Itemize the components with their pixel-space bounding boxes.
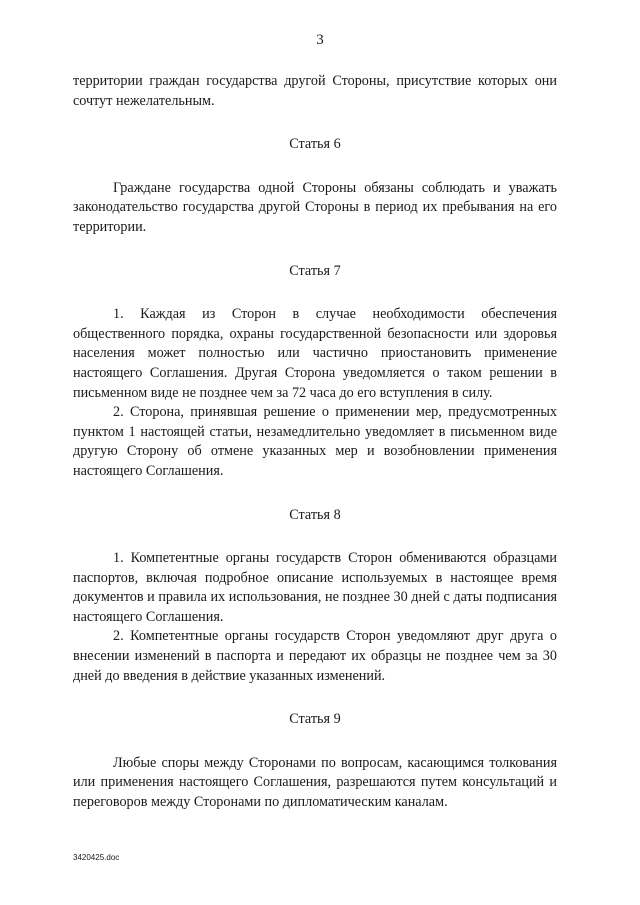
article-paragraph: Граждане государства одной Стороны обязаны соблюдать и уважать законодательство государства другой Стороны в период их пребывания на его территории. bbox=[73, 179, 557, 235]
article-paragraph: 1. Каждая из Сторон в случае необходимости обеспечения общественного порядка, охраны государственной безопасности или здоровья населения может полностью или частично приостановить применение настоящего Соглашения. Другая Сторона уведомляется о таком решении в письменном виде не позднее чем за 72 часа до его вступления в силу. bbox=[73, 306, 557, 401]
file-name-footer: 3420425.doc bbox=[73, 853, 120, 862]
intro-paragraph: территории граждан государства другой Стороны, присутствие которых они сочтут нежелательным. bbox=[73, 73, 557, 109]
article-heading: Статья 8 bbox=[289, 506, 341, 523]
article-heading: Статья 9 bbox=[289, 711, 341, 728]
article-paragraph: 2. Компетентные органы государств Сторон уведомляют друг друга о внесении изменений в паспорта и передают их образцы не позднее чем за 30 дней до введения в действие указанных изменений. bbox=[73, 628, 557, 684]
article-6 bbox=[73, 135, 557, 237]
article-paragraph: 1. Компетентные органы государств Сторон обмениваются образцами паспортов, включая подробное описание используемых в настоящее время документов и правила их использования, не позднее 30 дней с даты подписания настоящего Соглашения. bbox=[73, 550, 557, 625]
article-9 bbox=[73, 710, 557, 812]
document-body bbox=[73, 72, 557, 813]
article-7 bbox=[73, 262, 557, 482]
article-paragraph: Любые споры между Сторонами по вопросам, касающимся толкования или применения настоящего Соглашения, разрешаются путем консультаций и переговоров между Сторонами по дипломатическим каналам. bbox=[73, 754, 557, 811]
article-heading: Статья 6 bbox=[289, 136, 341, 153]
article-paragraph: 2. Сторона, принявшая решение о применении мер, предусмотренных пунктом 1 настоящей статьи, незамедлительно уведомляет в письменном виде другую Сторону об отмене указанных мер и возобновлении применения настоящего Соглашения. bbox=[73, 404, 557, 479]
article-heading: Статья 7 bbox=[289, 262, 341, 279]
article-8 bbox=[73, 506, 557, 687]
page-number: 3 bbox=[316, 32, 324, 48]
